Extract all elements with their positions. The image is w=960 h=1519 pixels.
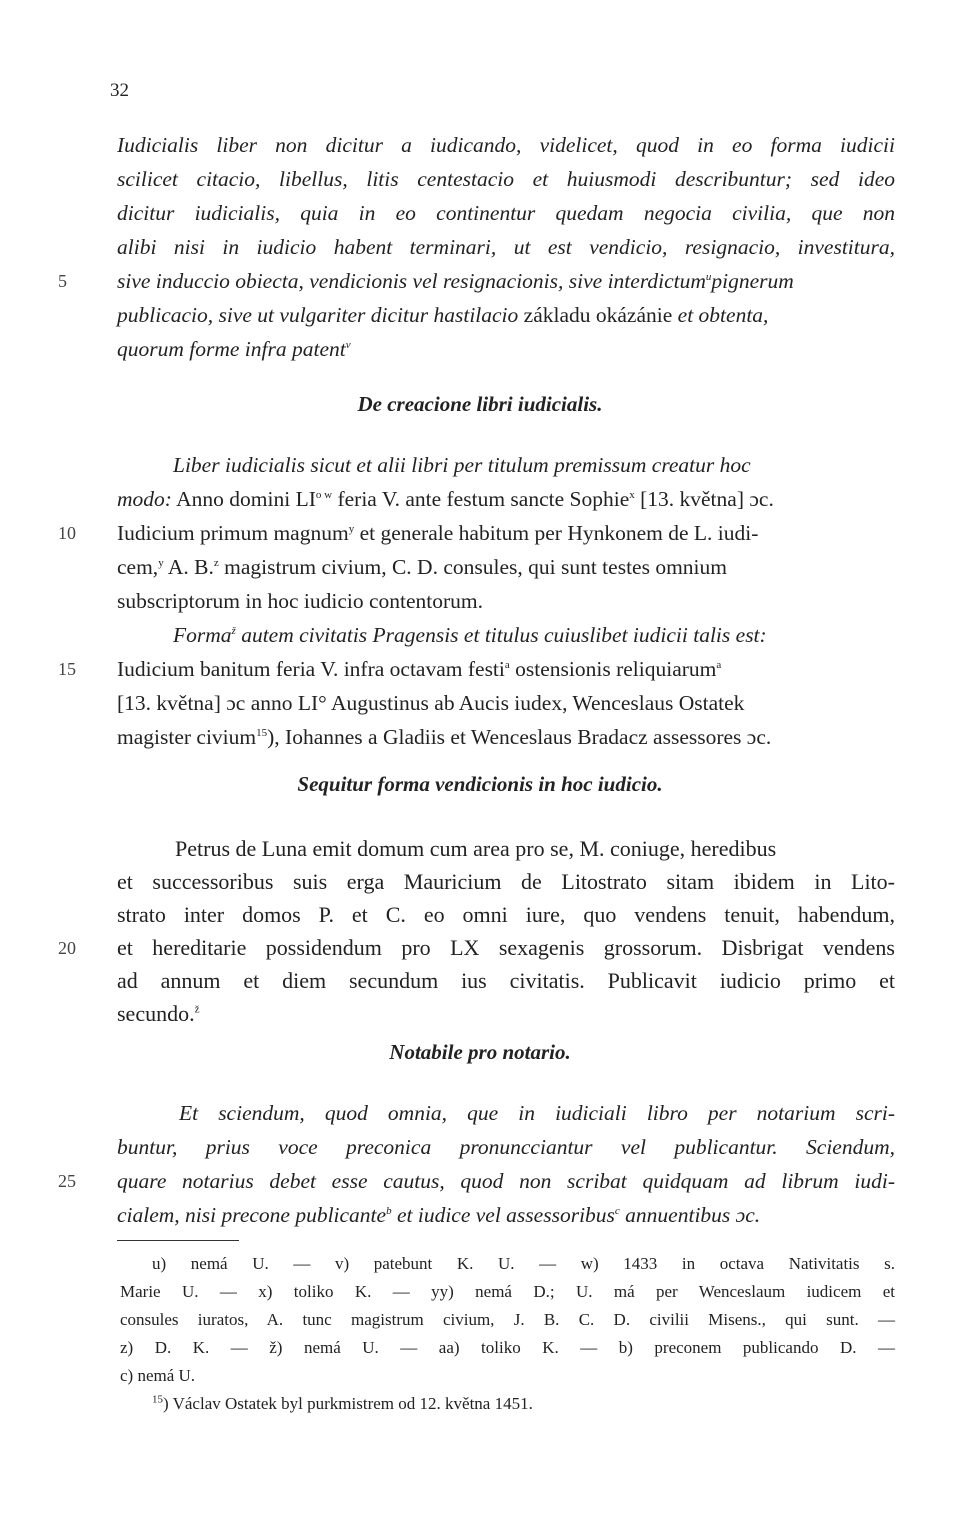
section1-line-4-c: magistrum civium, C. D. consules, qui sunt testes omnium [224,555,727,579]
section-vendicionis [117,832,895,1030]
section1-line-3-b: et generale habitum per Hynkonem de L. iudi- [359,521,759,545]
footnote-separator [117,1240,239,1241]
footnote-marker: v [345,338,351,351]
intro-line-6-text: publicacio, sive ut vulgariter dicitur hastilacio [117,303,519,327]
page-number: 32 [110,80,129,101]
footnote-line-4: z) D. K. — ž) nemá U. — aa) toliko K. — b) preconem publicando D. — [120,1338,895,1357]
section1-line-9-a: magister civium [117,725,257,749]
line-number-20: 20 [58,938,76,958]
footnote-15-text: ) Václav Ostatek byl purkmistrem od 12. května 1451. [163,1394,533,1413]
footnote-marker: o w [315,488,333,501]
section1-line-7-a: Iudicium banitum feria V. infra octavam festi [117,657,505,681]
footnote-marker: ž [194,1003,200,1016]
intro-line-4: alibi nisi in iudicio habent terminari, ut est vendicio, resignacio, investitura, [117,235,895,259]
section3-line-4-b: et iudice vel assessoribus [396,1203,615,1227]
intro-paragraph [117,128,895,366]
section-creacione [117,448,895,754]
section1-line-5: subscriptorum in hoc iudicio contentorum. [117,589,484,613]
section3-line-4-a: cialem, nisi precone publicante [117,1203,387,1227]
intro-line-7 [117,332,895,366]
intro-line-7-text: quorum forme infra patent [117,337,346,361]
section1-line-9-b: ), Iohannes a Gladiis et Wenceslaus Bradacz assessores ɔc. [267,725,772,749]
section2-line-1: Petrus de Luna emit domum cum area pro se, M. coniuge, heredibus [175,836,777,861]
section2-line-3: strato inter domos P. et C. eo omni iure, quo vendens tenuit, habendum, [117,902,895,927]
footnote-number: 15 [152,1393,163,1406]
section2-line-6-text: secundo. [117,1001,195,1026]
footnote-marker: ž [231,624,236,637]
footnote-marker: z [213,556,219,569]
footnote-line-1: u) nemá U. — v) patebunt K. U. — w) 1433 in octava Nativitatis s. [152,1254,895,1273]
section3-line-3: quare notarius debet esse cautus, quod non scribat quidquam ad librum iudi- [117,1169,895,1193]
footnote-marker: a [716,658,722,671]
intro-line-5-tail: pignerum [711,269,794,293]
section1-line-9 [117,720,895,754]
section1-line-3 [117,516,895,550]
section1-line-3-a: Iudicium primum magnum [117,521,349,545]
footnote-marker: x [629,488,635,501]
heading-de-creacione: De creacione libri iudicialis. [357,392,603,416]
section3-line-1: Et sciendum, quod omnia, que in iudiciali libro per notarium scri- [179,1101,895,1125]
section1-line-6 [117,618,895,652]
footnote-line-2: Marie U. — x) toliko K. — yy) nemá D.; U. má per Wenceslaum iudicem et [120,1282,895,1301]
footnote-line-5: c) nemá U. [120,1366,196,1385]
intro-line-5-text: sive induccio obiecta, vendicionis vel resignacionis, sive interdictum [117,269,706,293]
section1-line-4-a: cem, [117,555,159,579]
footnote-marker: b [386,1204,392,1217]
section2-line-5: ad annum et diem secundum ius civitatis. Publicavit iudicio primo et [117,968,895,993]
intro-line-5 [117,264,895,298]
section1-line-8: [13. května] ɔc anno LI° Augustinus ab Aucis iudex, Wenceslaus Ostatek [117,691,745,715]
intro-line-3: dicitur iudicialis, quia in eo continentur quedam negocia civilia, que non [117,201,895,225]
section1-line-2 [117,482,895,516]
line-number-25: 25 [58,1171,76,1191]
section3-line-2: buntur, prius voce preconica pronuncciantur vel publicantur. Sciendum, [117,1135,895,1159]
section1-line-7-b: ostensionis reliquiarum [515,657,717,681]
czech-gloss: základu okázánie [523,303,673,327]
section1-line-1: Liber iudicialis sicut et alii libri per titulum premissum creatur hoc [173,453,751,477]
heading-notabile: Notabile pro notario. [389,1040,571,1064]
intro-line-6-tail: et obtenta, [677,303,769,327]
section2-line-2: et successoribus suis erga Mauricium de Litostrato sitam ibidem in Lito- [117,869,895,894]
footnote-marker: c [614,1204,620,1217]
footnote-15 [120,1390,895,1418]
footnotes [120,1250,895,1418]
section1-line-6-b: autem civitatis Pragensis et titulus cuiuslibet iudicii talis est: [241,623,767,647]
section1-line-4 [117,550,895,584]
intro-line-6 [117,298,895,332]
footnote-marker: 15 [256,726,268,739]
section1-line-7 [117,652,895,686]
footnote-marker: y [348,522,355,535]
line-number-10: 10 [58,523,76,543]
section1-line-2-c: [13. května] ɔc. [640,487,774,511]
footnote-marker: u [705,270,712,283]
section1-line-4-b: A. B. [167,555,214,579]
intro-line-1: Iudicialis liber non dicitur a iudicando, videlicet, quod in eo forma iudicii [117,133,895,157]
line-number-15: 15 [58,659,76,679]
section1-line-2-a: Anno domini LI [176,487,316,511]
section2-line-6 [117,997,895,1030]
heading-sequitur-forma: Sequitur forma vendicionis in hoc iudicio. [297,772,663,796]
section1-line-2-italic: modo: [117,487,172,511]
footnote-line-3: consules iuratos, A. tunc magistrum civium, J. B. C. D. civilii Misens., qui sunt. — [120,1310,895,1329]
section3-line-4-c: annuentibus ɔc. [625,1203,761,1227]
intro-line-2: scilicet citacio, libellus, litis centestacio et huiusmodi describuntur; sed ideo [117,167,895,191]
footnote-marker: y [158,556,164,569]
section2-line-4: et hereditarie possidendum pro LX sexagenis grossorum. Disbrigat vendens [117,935,895,960]
footnote-marker: a [504,658,510,671]
section-notabile [117,1096,895,1232]
section3-line-4 [117,1198,895,1232]
section1-line-2-b: feria V. ante festum sancte Sophie [337,487,630,511]
section1-line-6-a: Forma [173,623,232,647]
line-number-5: 5 [58,271,67,291]
